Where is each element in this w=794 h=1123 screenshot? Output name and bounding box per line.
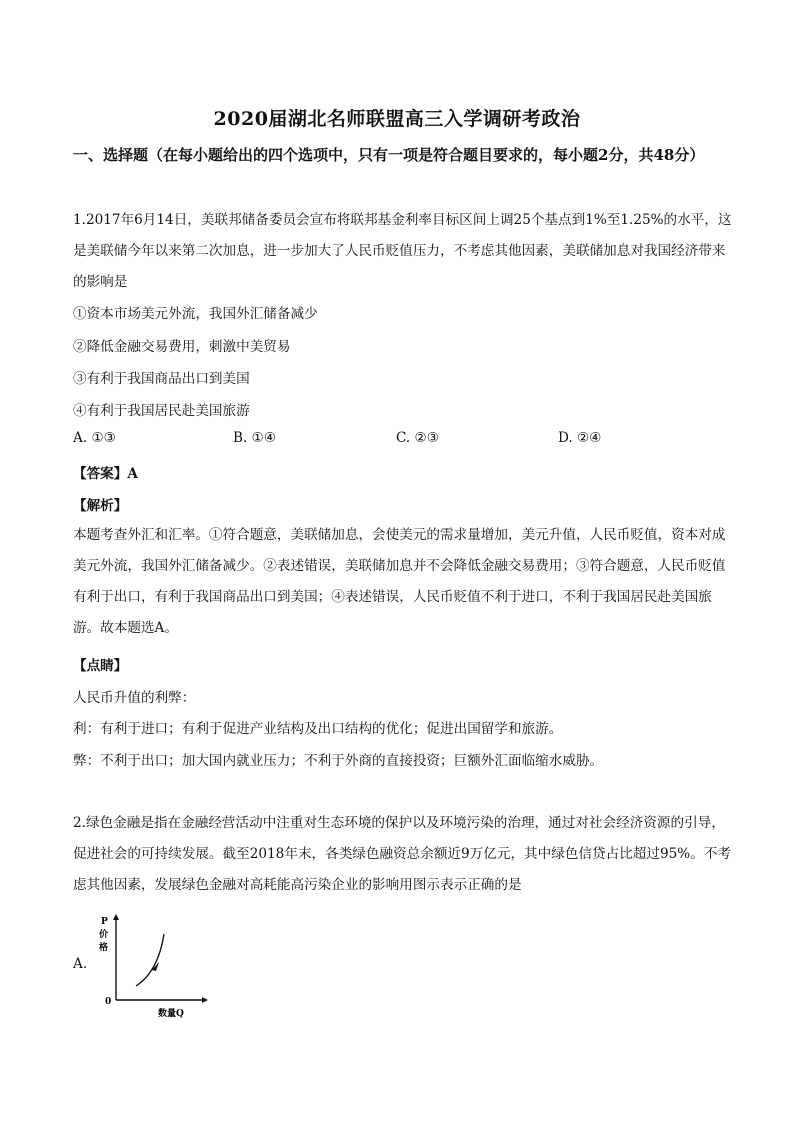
q1-item-3: ③有利于我国商品出口到美国 (73, 371, 250, 387)
x-axis-label: 数量Q (158, 1009, 184, 1019)
question-1-stem: 1.2017年6月14日，美联邦储备委员会宣布将联邦基金利率目标区间上调25个基点到1%至1.25%的水平，这是美联储今年以来第二次加息，进一步加大了人民币贬值压力，不考虑其他因素，美联储加息对我国经济带来的影响是 (73, 212, 732, 290)
supply-curve (136, 934, 164, 986)
q1-note-line-2: 利：有利于进口；有利于促进产业结构及出口结构的优化；促进出国留学和旅游。 (73, 721, 563, 737)
y-axis-label-p: P (101, 917, 108, 927)
question-2-stem: 2.绿色金融是指在金融经营活动中注重对生态环境的保护以及环境污染的治理，通过对社会经济资源的引导，促进社会的可持续发展。截至2018年末，各类绿色融资总余额近9万亿元，其中绿色信贷占比超过95%。不考虑其他因素，发展绿色金融对高耗能高污染企业的影响用图示表示正确的是 (73, 815, 731, 893)
q1-option-a: A. ①③ (73, 430, 116, 446)
q1-note-line-3: 弊：不利于出口；加大国内就业压力；不利于外商的直接投资；巨额外汇面临缩水威胁。 (73, 753, 604, 769)
q1-analysis-tag: 【解析】 (73, 498, 128, 514)
q1-item-2: ②降低金融交易费用，刺激中美贸易 (73, 339, 291, 355)
q1-option-d: D. ②④ (558, 430, 602, 446)
q1-answer: 【答案】A (73, 466, 138, 482)
q1-analysis: 本题考查外汇和汇率。①符合题意，美联储加息，会使美元的需求量增加，美元升值，人民币贬值，资本对成美元外流，我国外汇储备减少。②表述错误，美联储加息并不会降低金融交易费用；③符合题意，人民币贬值有利于出口，有利于我国商品出口到美国；④表述错误，人民币贬值不利于进口，不利于我国居民赴美国旅游。故本题选A。 (73, 527, 726, 636)
y-axis-arrow (113, 914, 119, 920)
q2-option-a-graph (96, 912, 216, 1022)
origin-label: 0 (105, 997, 112, 1007)
y-axis-label-1: 价 (99, 930, 109, 940)
q1-item-4: ④有利于我国居民赴美国旅游 (73, 403, 250, 419)
x-axis-arrow (202, 997, 208, 1003)
q1-note-line-1: 人民币升值的利弊： (73, 690, 196, 706)
q1-note-tag: 【点睛】 (73, 658, 128, 674)
q1-option-b: B. ①④ (233, 430, 277, 446)
q1-item-1: ①资本市场美元外流，我国外汇储备减少 (73, 306, 318, 322)
q1-option-c: C. ②③ (396, 430, 439, 446)
page-title: 2020届湖北名师联盟高三入学调研考政治 (213, 108, 581, 130)
section-heading: 一、选择题（在每小题给出的四个选项中，只有一项是符合题目要求的，每小题2分，共48分） (73, 146, 705, 164)
y-axis-label-2: 格 (99, 943, 109, 953)
q2-option-a-label: A. (73, 956, 88, 972)
